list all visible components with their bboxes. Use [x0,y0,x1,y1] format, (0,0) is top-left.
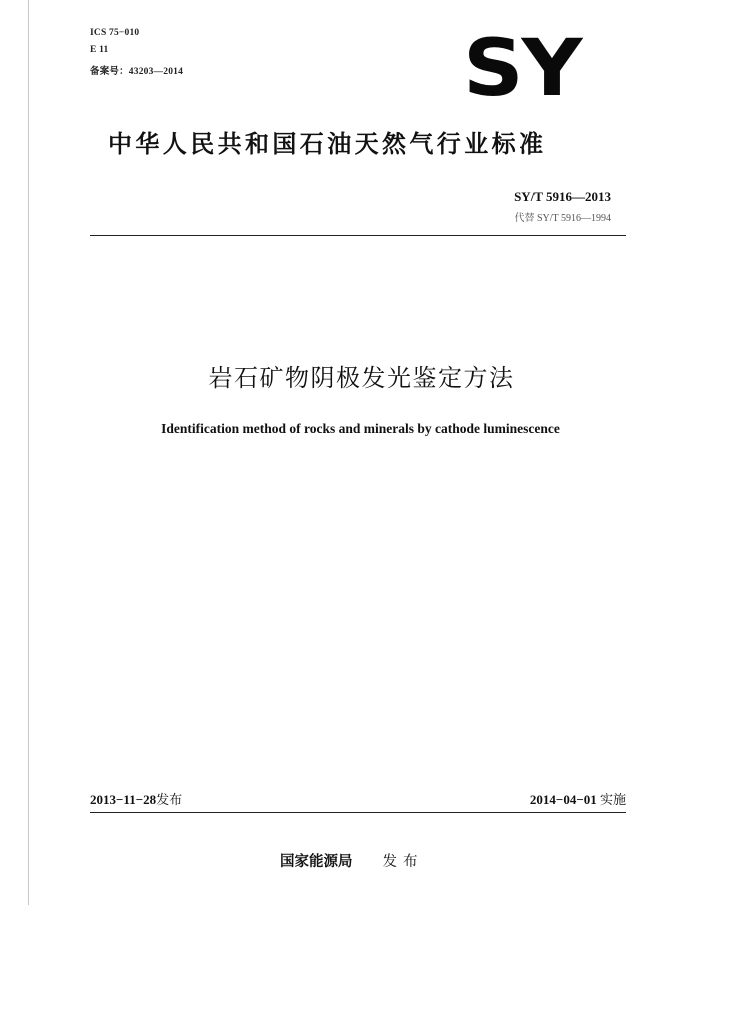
classification-code: E 11 [90,45,109,55]
replaces-standard: 代替 SY/T 5916—1994 [514,213,611,224]
publisher-line [280,850,424,871]
sy-logo: SY [463,24,581,114]
ics-code: ICS 75−010 [90,28,140,38]
issue-date [90,789,182,808]
bottom-divider [90,812,626,813]
document-title-english: Identification method of rocks and minerals by cathode luminescence [161,421,560,436]
issue-label: 发布 [156,793,183,808]
industry-standard-title: 中华人民共和国石油天然气行业标准 [108,130,547,158]
issue-date-value: 2013−11−28 [90,792,157,807]
document-title-chinese: 岩石矿物阴极发光鉴定方法 [208,364,515,392]
standard-number: SY/T 5916—2013 [514,189,611,204]
page-edge-line [28,0,29,905]
publisher-name: 国家能源局 [280,854,353,870]
implementation-label: 实施 [599,793,626,808]
record-number: 备案号：43203—2014 [90,67,184,77]
implementation-date [530,789,626,808]
publisher-action: 发布 [382,854,424,870]
top-divider [90,235,626,236]
implementation-date-value: 2014−04−01 [529,792,597,807]
